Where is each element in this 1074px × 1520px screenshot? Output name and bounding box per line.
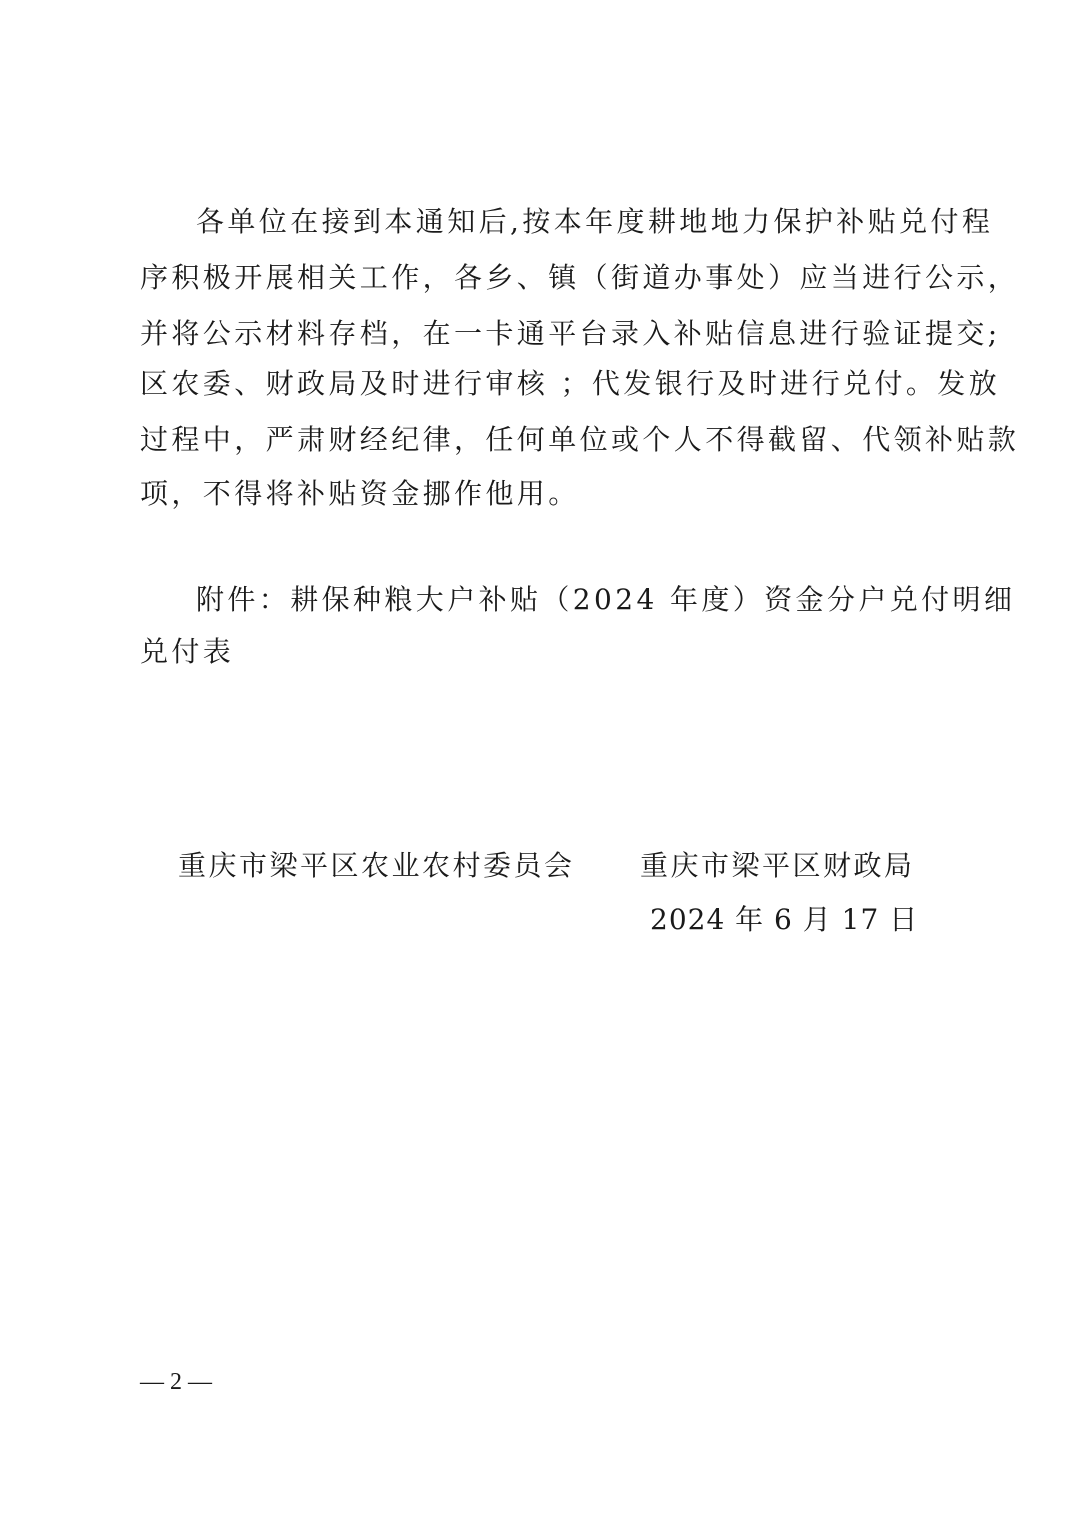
- paragraph-line: 过程中，严肃财经纪律，任何单位或个人不得截留、代领补贴款: [140, 423, 1020, 456]
- paragraph-line: 项，不得将补贴资金挪作他用。: [140, 477, 580, 510]
- page-number: — 2 —: [140, 1369, 212, 1395]
- signature-org-agriculture: 重庆市梁平区农业农村委员会: [178, 849, 575, 882]
- attachment-line: 兑付表: [140, 635, 235, 668]
- signature-org-finance: 重庆市梁平区财政局: [640, 849, 915, 882]
- paragraph-line: 序积极开展相关工作，各乡、镇（街道办事处）应当进行公示，: [140, 261, 1020, 294]
- paragraph-line: 并将公示材料存档，在一卡通平台录入补贴信息进行验证提交;: [140, 317, 1001, 350]
- paragraph-line: 区农委、财政局及时进行审核 ；代发银行及时进行兑付。发放: [140, 367, 1001, 400]
- attachment-line: 附件：耕保种粮大户补贴（2024 年度）资金分户兑付明细: [196, 583, 1016, 616]
- signature-date: 2024 年 6 月 17 日: [650, 903, 919, 936]
- paragraph-line: 各单位在接到本通知后,按本年度耕地地力保护补贴兑付程: [196, 205, 994, 238]
